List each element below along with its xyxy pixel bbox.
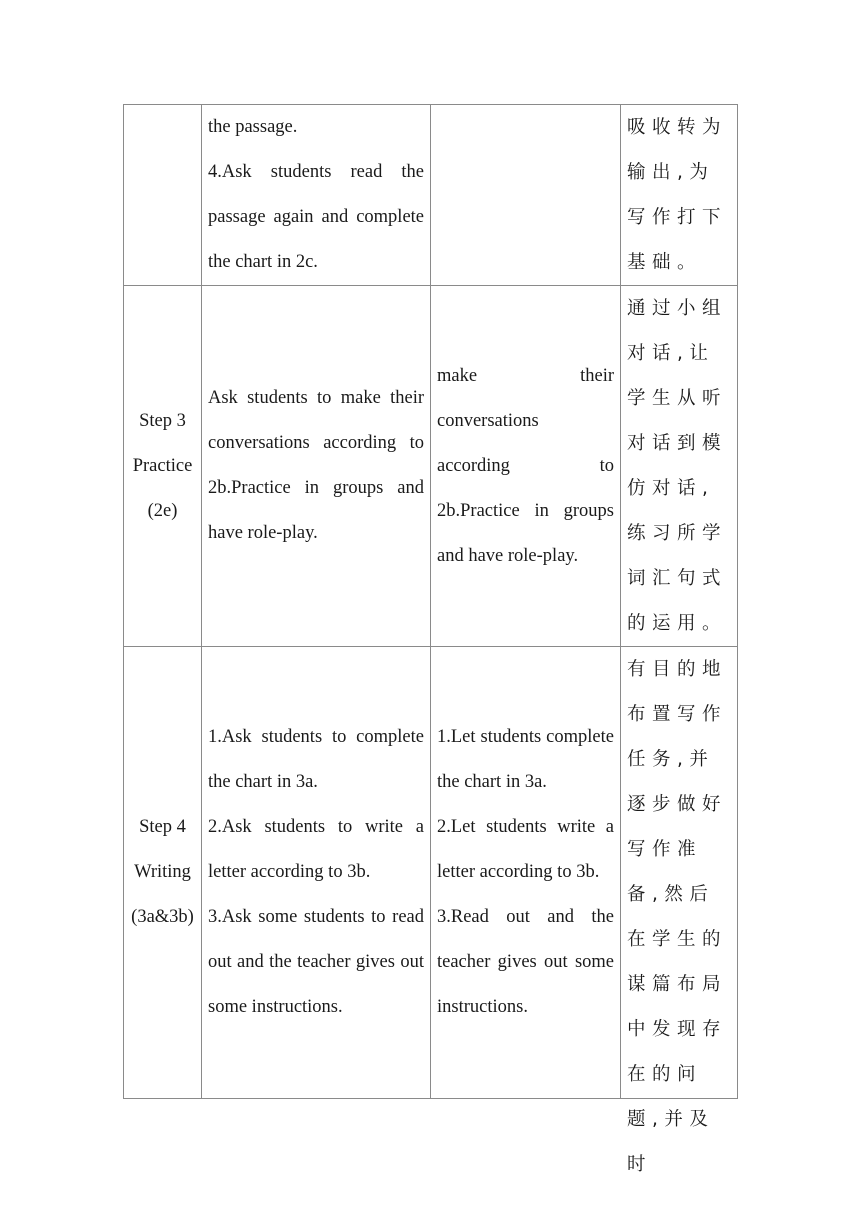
step-title: Writing: [134, 862, 191, 882]
step-number: Step 4: [139, 817, 186, 837]
step-title: Practice: [132, 455, 193, 476]
design-purpose-text: 吸收转为输出,为写作打下基础。: [627, 117, 728, 273]
table-row: [124, 647, 738, 1099]
design-purpose-cell: [621, 105, 738, 286]
student-activity-line: make their conversations according to 2b.Practice in groups and have role-play.: [437, 365, 614, 566]
teacher-activity-cell: [202, 105, 431, 286]
table-row: [124, 286, 738, 647]
design-purpose-text: 通过小组对话,让学生从听对话到模仿对话,练习所学词汇句式的运用。: [627, 298, 728, 634]
step-cell: [124, 105, 202, 286]
student-activity-cell: [431, 286, 621, 647]
teacher-activity-line: 4.Ask students read the passage again and complete the chart in 2c.: [208, 162, 424, 272]
step-section: (2e): [147, 500, 178, 521]
student-activity-line: 2.Let students write a letter according to 3b.: [437, 817, 614, 882]
teacher-activity-line: Ask students to make their conversations according to 2b.Practice in groups and have role-play.: [208, 388, 424, 543]
table-row: [124, 105, 738, 286]
teacher-activity-line: 1.Ask students to complete the chart in 3a.: [208, 727, 424, 792]
design-purpose-cell: [621, 647, 738, 1175]
student-activity-line: 1.Let students complete the chart in 3a.: [437, 727, 614, 792]
teacher-activity-line: the passage.: [208, 117, 298, 137]
lesson-plan-table: [123, 104, 738, 1175]
step-number: Step 3: [139, 410, 186, 431]
teacher-activity-cell: [202, 286, 431, 647]
teacher-activity-cell: [202, 647, 431, 1099]
step-cell: [124, 647, 202, 1099]
design-purpose-text: 有目的地布置写作任务,并逐步做好写作准备,然后在学生的谋篇布局中发现存在的问题,并及时: [627, 659, 728, 1175]
student-activity-line: 3.Read out and the teacher gives out some instructions.: [437, 907, 614, 1017]
teacher-activity-line: 2.Ask students to write a letter according to 3b.: [208, 817, 424, 882]
design-purpose-cell: [621, 286, 738, 647]
student-activity-cell: [431, 105, 621, 286]
teacher-activity-line: 3.Ask some students to read out and the teacher gives out some instructions.: [208, 907, 424, 1017]
step-section: (3a&3b): [131, 907, 194, 927]
step-cell: [124, 286, 202, 647]
student-activity-cell: [431, 647, 621, 1099]
